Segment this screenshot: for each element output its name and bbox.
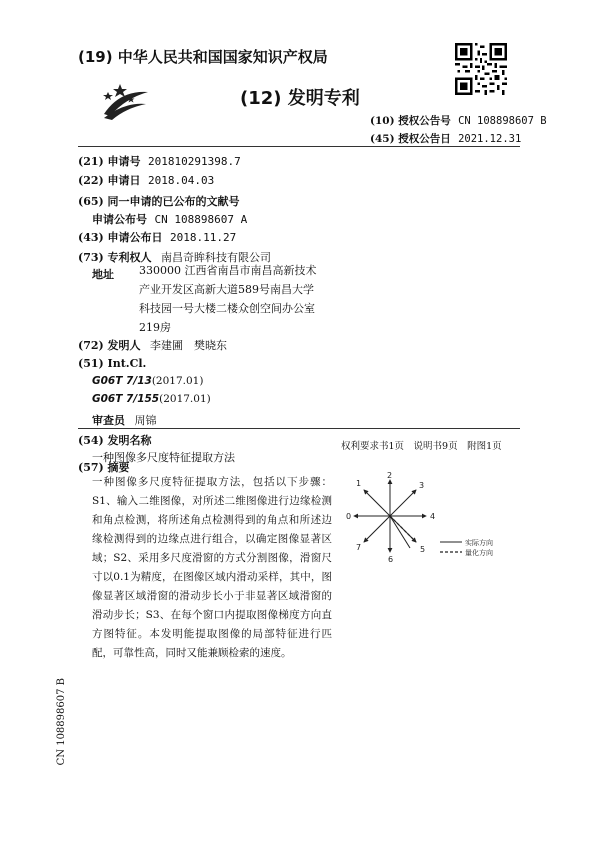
address-label: 地址 bbox=[92, 268, 114, 281]
qr-code-icon bbox=[455, 43, 507, 95]
direction-arrow-3 bbox=[390, 490, 416, 516]
grant-date: 2021.12.31 bbox=[458, 133, 522, 145]
abstract-figure bbox=[342, 472, 520, 572]
examiner: 审查员 周锦 bbox=[92, 414, 157, 427]
grant-number: CN 108898607 B bbox=[458, 115, 547, 127]
direction-label: 6 bbox=[388, 555, 394, 564]
abstract-text: 一种图像多尺度特征提取方法，包括以下步骤：S1、输入二维图像，对所述二维图像进行边缘检测和角点检测，将所述角点检测得到的角点和所述边缘检测得到的边缘点进行组合，以确定图像显著区域；S2、采用多尺度滑窗的方式分割图像，滑窗尺寸以0.1为精度，在图像区域内滑动采样，其中，图像显著区域滑窗的滑动步长小于非显著区域滑窗的滑动步长；S3、在每个窗口内提取图像梯度方向直方图特征。本发明能提取图像的局部特征进行匹配，可靠性高，同时又能兼顾检索的速度。 bbox=[92, 476, 332, 659]
legend-actual-label: 实际方向 bbox=[465, 539, 493, 547]
direction-arrow-1 bbox=[364, 490, 390, 516]
direction-label: 5 bbox=[420, 545, 426, 554]
grant-date-label: (45) 授权公告日 bbox=[370, 133, 451, 145]
biblio-divider bbox=[78, 428, 520, 429]
patentee: (73) 专利权人 南昌奇眸科技有限公司 bbox=[78, 251, 272, 264]
inventors: (72) 发明人 李建圃 樊晓东 bbox=[78, 339, 228, 352]
direction-label: 0 bbox=[346, 512, 352, 521]
office-name: (19) 中华人民共和国国家知识产权局 bbox=[78, 48, 328, 66]
legend-quantized-label: 量化方向 bbox=[465, 549, 493, 557]
page-count: 权利要求书1页 说明书9页 附图1页 bbox=[341, 441, 502, 452]
grant-number-line bbox=[370, 113, 547, 128]
grant-date-line bbox=[370, 131, 521, 146]
publication-date: (43) 申请公布日 2018.11.27 bbox=[78, 231, 237, 244]
direction-label: 7 bbox=[356, 543, 362, 552]
direction-label: 4 bbox=[430, 512, 436, 521]
document-type: (12) 发明专利 bbox=[240, 88, 360, 109]
address-line: 科技园一号大楼二楼众创空间办公室 bbox=[139, 302, 315, 315]
prior-publication-header: (65) 同一申请的已公布的文献号 bbox=[78, 195, 240, 208]
abstract-header: (57) 摘要 bbox=[78, 461, 130, 474]
grant-number-label: (10) 授权公告号 bbox=[370, 115, 451, 127]
actual-direction-line bbox=[390, 516, 410, 548]
address-line: 产业开发区高新大道589号南昌大学 bbox=[139, 283, 314, 296]
ipc-header: (51) Int.Cl. bbox=[78, 357, 147, 370]
application-date: (22) 申请日 2018.04.03 bbox=[78, 174, 215, 187]
ipc-entry: G06T 7/155(2017.01) bbox=[92, 393, 211, 405]
application-number: (21) 申请号 201810291398.7 bbox=[78, 155, 241, 168]
address-line: 330000 江西省南昌市南昌高新技术 bbox=[139, 264, 317, 277]
address bbox=[139, 261, 317, 337]
direction-label: 2 bbox=[387, 472, 393, 480]
invention-title-header: (54) 发明名称 bbox=[78, 434, 152, 447]
invention-title: 一种图像多尺度特征提取方法 bbox=[92, 451, 235, 464]
header-divider bbox=[78, 146, 520, 147]
direction-label: 3 bbox=[419, 481, 425, 490]
publication-number: 申请公布号 CN 108898607 A bbox=[92, 213, 248, 226]
figure-legend bbox=[440, 538, 493, 557]
direction-arrow-7 bbox=[364, 516, 390, 542]
direction-label: 1 bbox=[356, 479, 362, 488]
cnipa-logo bbox=[100, 84, 150, 120]
side-publication-number: CN 108898607 B bbox=[56, 678, 67, 766]
address-line: 219房 bbox=[139, 321, 171, 334]
ipc-entry: G06T 7/13(2017.01) bbox=[92, 375, 204, 387]
